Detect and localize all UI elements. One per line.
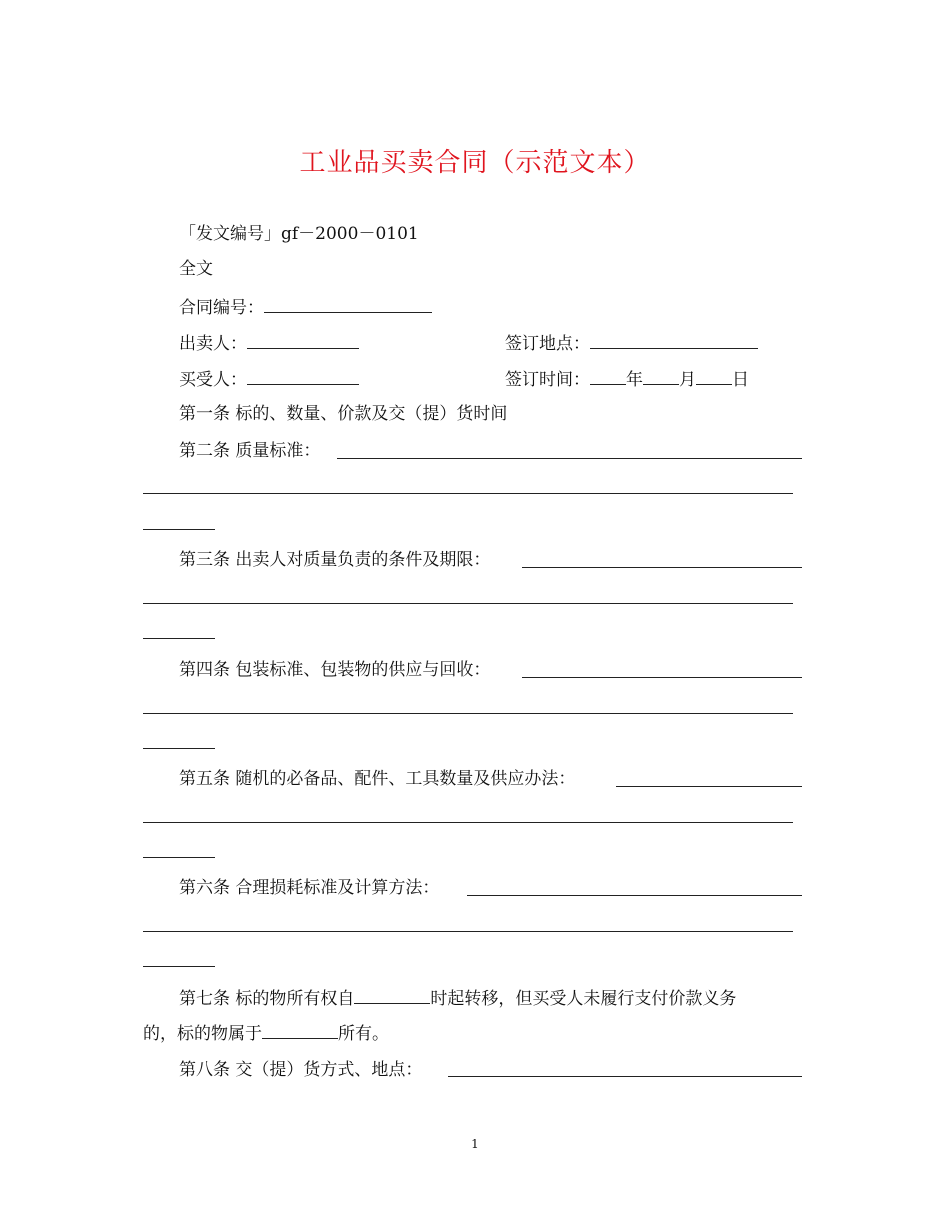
seller-line — [179, 330, 359, 356]
article-7-owner-blank[interactable] — [262, 1020, 338, 1039]
article-5-blank-line2[interactable] — [143, 822, 793, 823]
article-6-blank-line2[interactable] — [143, 931, 793, 932]
article-8-blank[interactable] — [448, 1076, 802, 1077]
buyer-label: 买受人： — [179, 370, 247, 390]
article-7-part-c: 的，标的物属于 — [143, 1024, 262, 1044]
article-4-blank[interactable] — [522, 677, 802, 678]
article-5 — [179, 767, 575, 791]
buyer-line — [179, 366, 359, 392]
seller-blank[interactable] — [247, 330, 359, 349]
article-3-blank-line3[interactable] — [143, 638, 215, 639]
article-2-blank[interactable] — [337, 458, 802, 459]
article-7-part-b: 时起转移，但买受人未履行支付价款义务 — [430, 989, 737, 1009]
day-blank[interactable] — [696, 366, 732, 385]
article-7 — [179, 985, 736, 1011]
contract-no-label: 合同编号： — [179, 298, 264, 318]
article-6-blank-line3[interactable] — [143, 966, 215, 967]
seller-label: 出卖人： — [179, 334, 247, 354]
article-3-blank-line2[interactable] — [143, 603, 793, 604]
article-6-blank[interactable] — [467, 895, 802, 896]
article-3 — [179, 548, 490, 572]
sign-time-line — [505, 366, 749, 392]
article-3-label: 第三条 出卖人对质量负责的条件及期限： — [179, 550, 491, 570]
sign-place-label: 签订地点： — [505, 334, 590, 354]
doc-number: 「发文编号」gf－2000－0101 — [179, 224, 419, 244]
article-6-label: 第六条 合理损耗标准及计算方法： — [179, 878, 440, 898]
month-label: 月 — [679, 370, 696, 390]
month-blank[interactable] — [643, 366, 679, 385]
contract-no-blank[interactable] — [264, 294, 432, 313]
article-4-blank-line3[interactable] — [143, 748, 215, 749]
article-2-blank-line3[interactable] — [143, 529, 215, 530]
article-4 — [179, 658, 490, 682]
sign-place-line — [505, 330, 758, 356]
contract-no-line — [179, 294, 432, 320]
fulltext-label: 全文 — [179, 259, 213, 279]
article-7-continued — [143, 1020, 389, 1046]
article-4-blank-line2[interactable] — [143, 713, 793, 714]
sign-place-blank[interactable] — [590, 330, 758, 349]
year-blank[interactable] — [590, 366, 626, 385]
article-2-blank-line2[interactable] — [143, 493, 793, 494]
article-7-transfer-blank[interactable] — [354, 985, 430, 1004]
article-3-blank[interactable] — [522, 567, 802, 568]
sign-time-label: 签订时间： — [505, 370, 590, 390]
article-5-blank-line3[interactable] — [143, 857, 215, 858]
article-6 — [179, 876, 439, 900]
buyer-blank[interactable] — [247, 366, 359, 385]
article-1: 第一条 标的、数量、价款及交（提）货时间 — [179, 404, 508, 424]
article-5-blank[interactable] — [616, 786, 802, 787]
article-4-label: 第四条 包装标准、包装物的供应与回收： — [179, 660, 491, 680]
article-8-label: 第八条 交（提）货方式、地点： — [179, 1060, 423, 1080]
year-label: 年 — [626, 370, 643, 390]
document-title: 工业品买卖合同（示范文本） — [299, 148, 651, 178]
article-7-part-a: 第七条 标的物所有权自 — [179, 989, 355, 1009]
article-2-label: 第二条 质量标准： — [179, 441, 321, 461]
article-7-part-d: 所有。 — [338, 1024, 389, 1044]
article-8 — [179, 1058, 422, 1082]
page-number: 1 — [471, 1137, 479, 1151]
article-5-label: 第五条 随机的必备品、配件、工具数量及供应办法： — [179, 769, 576, 789]
day-label: 日 — [732, 370, 749, 390]
article-2 — [179, 439, 802, 463]
